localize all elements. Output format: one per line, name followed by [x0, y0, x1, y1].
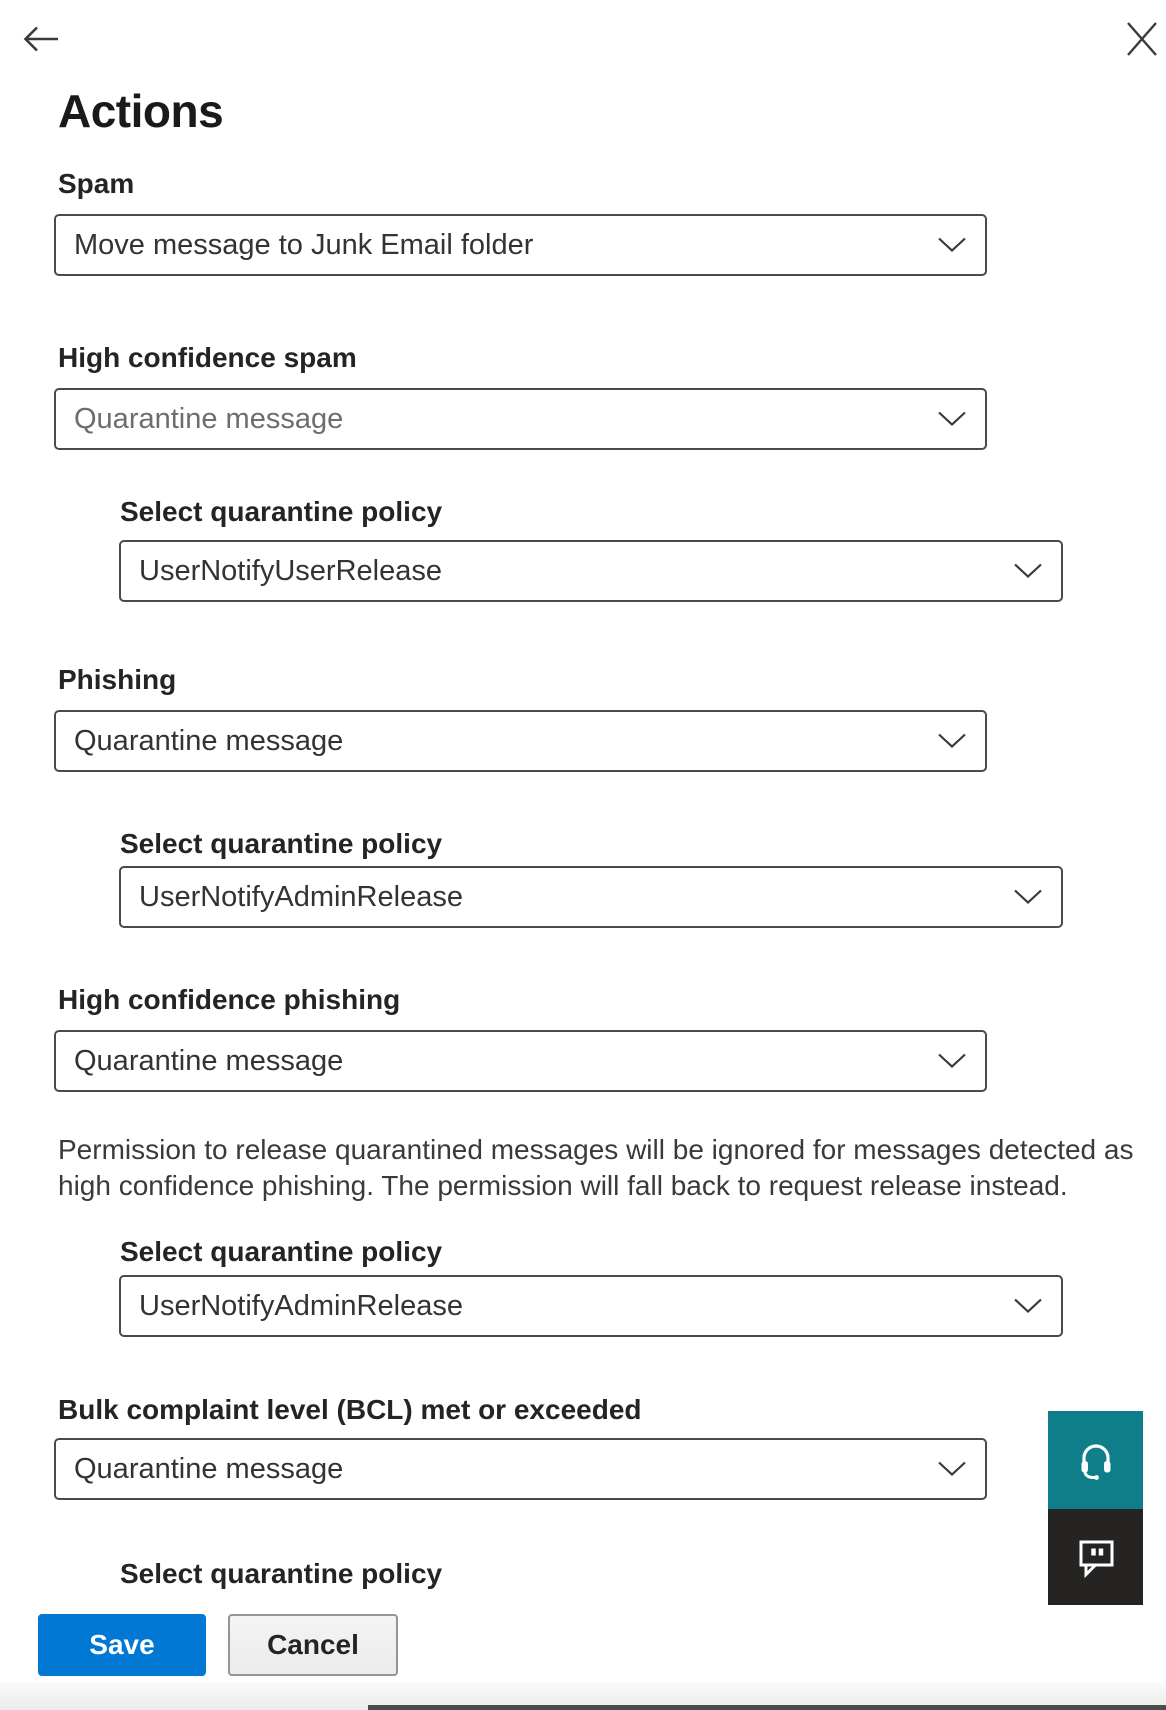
phishing-dropdown-value: Quarantine message: [74, 724, 344, 757]
bottom-edge-line: [368, 1705, 1166, 1710]
hcs-quarantine-policy-value: UserNotifyUserRelease: [139, 554, 442, 587]
spam-label: Spam: [58, 168, 135, 199]
chevron-down-icon: [937, 237, 967, 254]
phishing-quarantine-policy-value: UserNotifyAdminRelease: [139, 880, 463, 913]
bcl-quarantine-policy-label: Select quarantine policy: [120, 1558, 443, 1589]
page-title: Actions: [58, 85, 224, 137]
feedback-button[interactable]: [1048, 1509, 1143, 1605]
high-confidence-spam-dropdown-value: Quarantine message: [74, 402, 344, 435]
hcp-quarantine-policy-dropdown[interactable]: [119, 1275, 1063, 1337]
arrow-left-icon: [20, 46, 62, 61]
back-button[interactable]: [20, 20, 62, 58]
high-confidence-spam-dropdown[interactable]: [54, 388, 987, 450]
footer-bar: [0, 1590, 1166, 1710]
high-confidence-spam-label: High confidence spam: [58, 342, 357, 373]
close-button[interactable]: [1120, 20, 1164, 58]
chevron-down-icon: [1013, 1298, 1043, 1315]
save-button[interactable]: Save: [38, 1614, 206, 1676]
chevron-down-icon: [937, 411, 967, 428]
high-confidence-phishing-note: Permission to release quarantined messages will be ignored for messages detected as high confidence phishing. The permission will fall back to request release instead.: [58, 1134, 1134, 1201]
bcl-label: Bulk complaint level (BCL) met or exceeded: [58, 1394, 642, 1425]
high-confidence-phishing-dropdown[interactable]: [54, 1030, 987, 1092]
chevron-down-icon: [937, 1053, 967, 1070]
phishing-quarantine-policy-dropdown[interactable]: [119, 866, 1063, 928]
chevron-down-icon: [1013, 889, 1043, 906]
high-confidence-phishing-label: High confidence phishing: [58, 984, 401, 1015]
spam-dropdown[interactable]: [54, 214, 987, 276]
phishing-label: Phishing: [58, 664, 177, 695]
hcs-quarantine-policy-dropdown[interactable]: [119, 540, 1063, 602]
phishing-dropdown[interactable]: [54, 710, 987, 772]
bcl-dropdown-value: Quarantine message: [74, 1452, 344, 1485]
chevron-down-icon: [937, 733, 967, 750]
spam-dropdown-value: Move message to Junk Email folder: [74, 228, 534, 261]
headset-icon: [1072, 1435, 1120, 1486]
bcl-dropdown[interactable]: [54, 1438, 987, 1500]
chevron-down-icon: [937, 1461, 967, 1478]
cancel-button[interactable]: Cancel: [228, 1614, 398, 1676]
phishing-quarantine-policy-label: Select quarantine policy: [120, 828, 443, 859]
hcp-quarantine-policy-label: Select quarantine policy: [120, 1236, 443, 1267]
hcs-quarantine-policy-label: Select quarantine policy: [120, 496, 443, 527]
support-button[interactable]: [1048, 1411, 1143, 1509]
hcp-quarantine-policy-value: UserNotifyAdminRelease: [139, 1289, 463, 1322]
chat-bubble-icon: [1072, 1532, 1120, 1583]
chevron-down-icon: [1013, 563, 1043, 580]
close-icon: [1120, 46, 1164, 61]
high-confidence-phishing-dropdown-value: Quarantine message: [74, 1044, 344, 1077]
